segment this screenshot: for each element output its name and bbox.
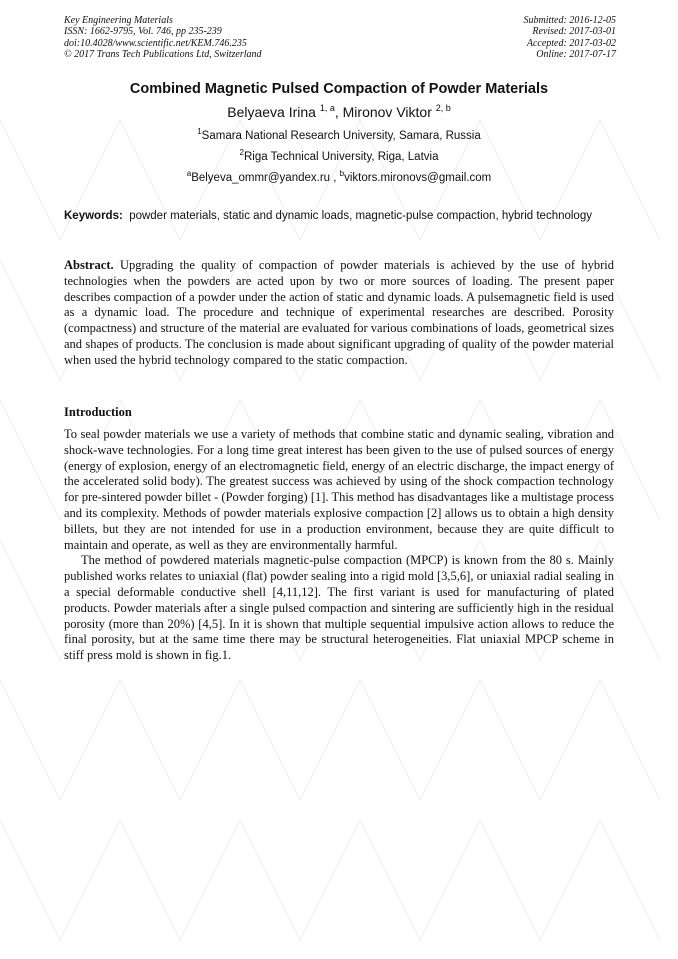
author-superscript: 2, b	[435, 103, 451, 113]
email-superscript: b	[339, 169, 345, 178]
keywords-label: Keywords:	[64, 210, 123, 222]
introduction-body	[64, 427, 614, 664]
keywords-block	[64, 209, 614, 225]
journal-issn: ISSN: 1662-9795, Vol. 746, pp 235-239	[64, 26, 222, 38]
date-accepted: Accepted: 2017-03-02	[526, 37, 616, 49]
date-online: Online: 2017-07-17	[536, 48, 616, 60]
author-separator: ,	[334, 104, 343, 120]
journal-header	[64, 15, 616, 60]
author-superscript: 1, a	[319, 103, 335, 113]
abstract-text: Upgrading the quality of compaction of powder materials is achieved by the use of hybrid technologies when the powders are acted upon by two or more sources of loading. The present paper describes compaction of a powder under the action of static and dynamic loads. A pulsemagnetic field is used as a dynamic load. The procedure and technique of experimental researches are described. Porosity (compactness) and structure of the material are evaluated for various combinations of loads, geometrical sizes and shapes of products. The conclusion is made about significant upgrading of quality of the powder material when used the hybrid technology compared to the static compaction.	[64, 258, 615, 367]
affiliation-1	[0, 127, 678, 142]
introduction-heading: Introduction	[64, 405, 132, 419]
journal-info	[64, 15, 262, 60]
affiliation-text: Samara National Research University, Samara, Russia	[201, 130, 481, 142]
journal-doi[interactable]: doi:10.4028/www.scientific.net/KEM.746.235	[64, 37, 247, 49]
author-list	[0, 104, 678, 120]
body-paragraph: To seal powder materials we use a variety of methods that combine static and dynamic sealing, vibration and shock-wave technologies. For a long time great interest has been given to the use of pulsed sources of energy (energy of explosion, energy of an electromagnetic field, energy of an electric discharge, the impact energy of the accelerated solid body). The greatest success was achieved by using of the shock compaction technology for pre-sintered powder billet - (Powder forging) [1]. This method has disadvantages like a multistage process and its complexity. Methods of powder materials explosive compaction [2] allows us to obtain a high density billets, but they are not intended for use in a production environment, because they are quite difficult to maintain and operate, as well as they are environmentally harmful.	[64, 427, 614, 552]
email-link[interactable]: Belyeva_ommr@yandex.ru	[191, 172, 331, 184]
abstract-block	[64, 258, 614, 369]
date-revised: Revised: 2017-03-01	[532, 26, 616, 38]
journal-copyright: © 2017 Trans Tech Publications Ltd, Switzerland	[64, 48, 262, 60]
abstract-label: Abstract.	[64, 258, 114, 272]
author-name: Belyaeva Irina	[227, 104, 316, 120]
email-separator: ,	[330, 172, 340, 184]
author-name: Mironov Viktor	[342, 104, 432, 120]
email-superscript: a	[186, 169, 192, 178]
affiliation-superscript: 2	[239, 148, 244, 157]
email-link[interactable]: viktors.mironovs@gmail.com	[344, 172, 492, 184]
body-paragraph: The method of powdered materials magnetic-pulse compaction (MPCP) is known from the 80 s. Mainly published works relates to uniaxial (flat) powder sealing into a rigid mold [3,5,6], or uniaxial radial sealing in a special deformable conductive shell [4,11,12]. The first variant is used for manufacturing of plated products. Powder materials after a single pulsed compaction and sintering are sufficiently high in the residual porosity (more than 20%) [4,5]. In it is shown that multiple sequential impulsive action allows to reduce the final porosity, but at the same time there may be structural heterogeneities. Flat uniaxial MPCP scheme in stiff press mold is shown in fig.1.	[64, 553, 614, 663]
publication-dates	[524, 15, 617, 60]
paper-title: Combined Magnetic Pulsed Compaction of Powder Materials	[129, 81, 549, 97]
affiliation-superscript: 1	[197, 127, 202, 136]
journal-name: Key Engineering Materials	[64, 15, 173, 26]
date-submitted: Submitted: 2016-12-05	[523, 15, 616, 26]
author-emails	[0, 169, 678, 184]
keywords-text: powder materials, static and dynamic loads, magnetic-pulse compaction, hybrid technology	[129, 210, 592, 222]
affiliation-text: Riga Technical University, Riga, Latvia	[243, 151, 439, 163]
affiliation-2	[0, 148, 678, 163]
